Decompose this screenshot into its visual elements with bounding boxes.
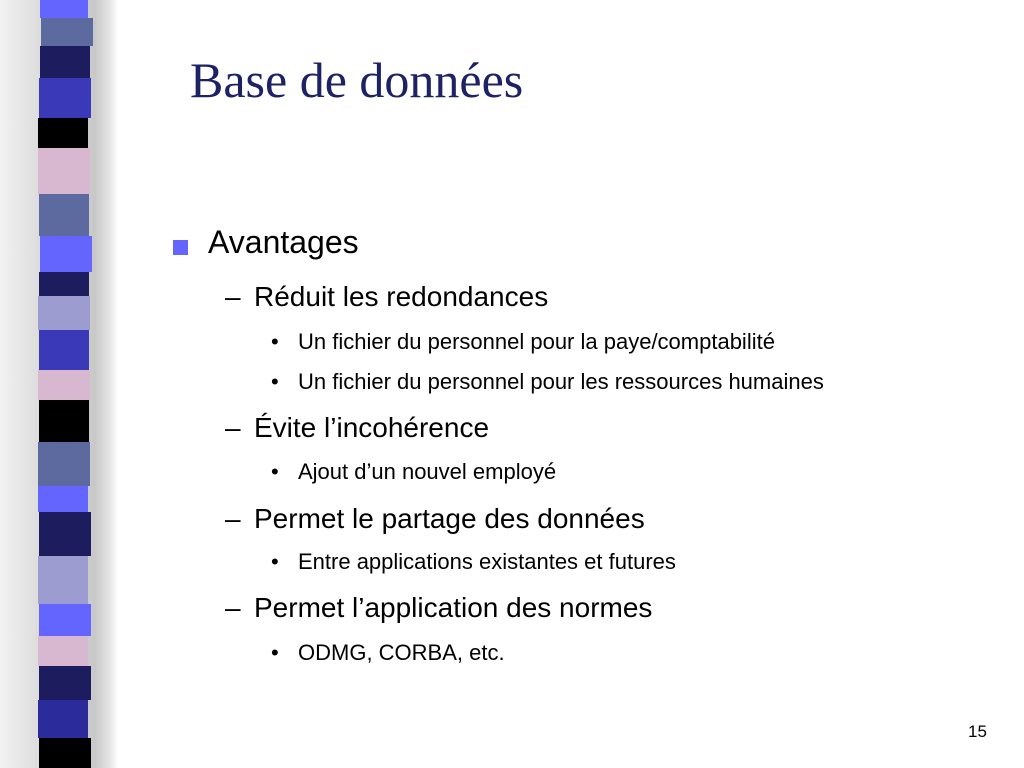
dot-bullet-icon: • bbox=[271, 329, 279, 354]
dot-bullet-icon: • bbox=[271, 369, 279, 394]
detail-item: Un fichier du personnel pour la paye/comptabilité bbox=[298, 329, 775, 354]
detail-item: Ajout d’un nouvel employé bbox=[298, 459, 557, 484]
detail-item: ODMG, CORBA, etc. bbox=[298, 640, 505, 665]
detail-item: Entre applications existantes et futures bbox=[298, 549, 676, 574]
sub-bullet: Évite l’incohérence bbox=[254, 412, 490, 443]
sub-bullet: Réduit les redondances bbox=[254, 281, 549, 312]
bullet-heading: Avantages bbox=[208, 224, 359, 260]
slide-title: Base de données bbox=[190, 52, 524, 108]
dash-icon: – bbox=[225, 281, 241, 312]
dash-icon: – bbox=[225, 412, 241, 443]
detail-item: Un fichier du personnel pour les ressources humaines bbox=[298, 369, 824, 394]
dot-bullet-icon: • bbox=[271, 549, 279, 574]
sub-bullet: Permet l’application des normes bbox=[254, 592, 653, 623]
dot-bullet-icon: • bbox=[271, 459, 279, 484]
dash-icon: – bbox=[225, 592, 241, 623]
square-bullet-icon bbox=[173, 240, 188, 255]
page-number: 15 bbox=[968, 722, 987, 741]
dash-icon: – bbox=[225, 503, 241, 534]
sub-bullet: Permet le partage des données bbox=[254, 503, 645, 534]
dot-bullet-icon: • bbox=[271, 640, 279, 665]
